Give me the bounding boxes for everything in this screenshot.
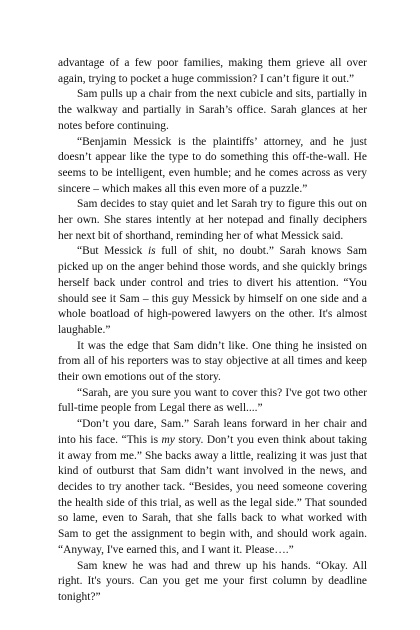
paragraph <box>58 339 367 386</box>
paragraph-text: Sam pulls up a chair from the next cubicle and sits, partially in the walkway and partially in Sarah’s office. Sarah glances at her notes before continuing. <box>58 88 367 132</box>
paragraph <box>58 56 367 87</box>
paragraph-text: “Benjamin Messick is the plaintiffs’ attorney, and he just doesn’t appear like the type to do something this off-the-wall. He seems to be intelligent, even humble; and he comes across as very sincere – which makes all this even more of a puzzle.” <box>58 135 367 195</box>
paragraph-text: story. Don’t you even think about taking it away from me.” She backs away a little, realizing it was just that kind of outburst that Sam didn’t want involved in the news, and decides to try another tack. “Besides, you need someone covering the health side of this trial, as well as the legal side.” That sounded so lame, even to Sarah, that she falls back to what worked with Sam to get the assignment to begin with, and should work again. “Anyway, I've earned this, and I want it. Please….” <box>58 433 367 556</box>
paragraph-text: It was the edge that Sam didn’t like. One thing he insisted on from all of his reporters was to stay objective at all times and keep their own emotions out of the story. <box>58 339 367 384</box>
paragraph-text: “But Messick <box>77 245 148 258</box>
paragraph <box>58 244 367 338</box>
paragraph <box>58 197 367 244</box>
paragraph <box>58 386 367 417</box>
paragraph-text: “Sarah, are you sure you want to cover this? I've got two other full-time people from Legal there as well....” <box>58 386 367 415</box>
paragraph-text: “Don’t you dare, Sam.” Sarah leans forward in her chair and into his face. “This is <box>58 418 367 446</box>
paragraph-text: full of shit, no doubt.” Sarah knows Sam picked up on the anger behind those words, and she quickly brings herself back under control and tries to divert his attention. “You should see it Sam – this guy Messick by himself on one side and a whole boatload of high-powered lawyers on the other. It's almost laughable.” <box>58 245 367 336</box>
paragraph <box>58 417 367 558</box>
emphasis-text: my <box>161 433 175 446</box>
paragraph-text: Sam decides to stay quiet and let Sarah try to figure this out on her own. She stares intently at her notepad and finally deciphers her next bit of shorthand, reminding her of what Messick said. <box>58 198 367 242</box>
paragraph-text: Sam knew he was had and threw up his hands. “Okay. All right. It's yours. Can you get me your first column by deadline tonight?” <box>58 559 367 603</box>
paragraph-text: advantage of a few poor families, making them grieve all over again, trying to pocket a huge commission? I can’t figure it out.” <box>58 57 367 85</box>
paragraph <box>58 559 367 606</box>
paragraph <box>58 135 367 198</box>
emphasis-text: is <box>147 245 156 258</box>
book-page-body <box>58 56 367 606</box>
paragraph <box>58 87 367 134</box>
